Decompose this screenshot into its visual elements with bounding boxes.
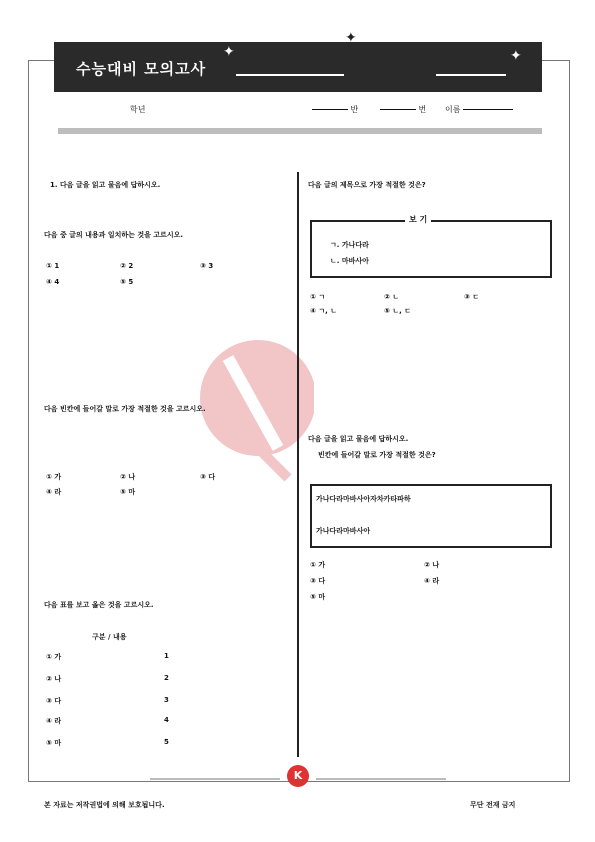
question-1-stem: 다음 중 글의 내용과 일치하는 것을 고르시오.	[44, 231, 183, 239]
q5-option-3[interactable]: ③ 다	[310, 577, 326, 585]
question-5-stem: 다음 글을 읽고 물음에 답하시오.	[308, 435, 409, 443]
class-field[interactable]: 반	[312, 104, 358, 115]
grade-label: 학년	[130, 105, 146, 114]
q3-row-4-label[interactable]: ④ 라	[46, 717, 62, 725]
q4-example-title: 보 기	[405, 214, 431, 225]
column-divider	[297, 172, 299, 757]
name-field[interactable]: 이름	[445, 104, 513, 115]
q2-option-5[interactable]: ⑤ 마	[120, 488, 136, 496]
page-title: 수능대비 모의고사	[76, 60, 207, 78]
q1-option-2[interactable]: ② 2	[120, 262, 134, 270]
star-icon: ✦	[345, 30, 357, 46]
q3-row-1-value: 1	[164, 652, 169, 660]
q3-row-5-value: 5	[164, 738, 169, 746]
q4-option-4[interactable]: ④ ㄱ, ㄴ	[310, 307, 337, 315]
q3-row-4-value: 4	[164, 716, 169, 724]
q1-option-5[interactable]: ⑤ 5	[120, 278, 134, 286]
q4-option-3[interactable]: ③ ㄷ	[464, 293, 480, 301]
q2-option-4[interactable]: ④ 라	[46, 488, 62, 496]
q2-option-2[interactable]: ② 나	[120, 473, 136, 481]
q3-row-3-value: 3	[164, 696, 169, 704]
star-icon: ✦	[223, 44, 235, 60]
q4-option-2[interactable]: ② ㄴ	[384, 293, 400, 301]
q3-table-header: 구분 / 내용	[92, 633, 127, 641]
q4-example-line-2: ㄴ. 마바사아	[330, 257, 369, 265]
q3-row-2-label[interactable]: ② 나	[46, 675, 62, 683]
q5-option-1[interactable]: ① 가	[310, 561, 326, 569]
footer-rule	[316, 778, 446, 780]
q2-option-1[interactable]: ① 가	[46, 473, 62, 481]
q5-option-5[interactable]: ⑤ 마	[310, 593, 326, 601]
question-1-intro: 1. 다음 글을 읽고 물음에 답하시오.	[50, 181, 161, 189]
question-4-stem: 다음 글의 제목으로 가장 적절한 것은?	[308, 181, 426, 189]
q1-option-4[interactable]: ④ 4	[46, 278, 60, 286]
header-rule	[436, 74, 506, 76]
footer-logo-icon: K	[287, 765, 309, 787]
q3-row-1-label[interactable]: ① 가	[46, 653, 62, 661]
question-3-stem: 다음 표를 보고 옳은 것을 고르시오.	[44, 601, 154, 609]
q5-option-4[interactable]: ④ 라	[424, 577, 440, 585]
footer-rule	[150, 778, 280, 780]
footer-copyright: 본 자료는 저작권법에 의해 보호됩니다.	[44, 801, 165, 809]
q1-option-1[interactable]: ① 1	[46, 262, 60, 270]
q3-row-3-label[interactable]: ③ 다	[46, 697, 62, 705]
q3-row-5-label[interactable]: ⑤ 마	[46, 739, 62, 747]
header-divider	[58, 128, 542, 134]
star-icon: ✦	[510, 48, 522, 64]
q1-option-3[interactable]: ③ 3	[200, 262, 214, 270]
q5-passage-line-1: 가나다라마바사아자차카타파하	[316, 495, 411, 503]
q3-row-2-value: 2	[164, 674, 169, 682]
q2-option-3[interactable]: ③ 다	[200, 473, 216, 481]
number-field[interactable]: 번	[380, 104, 426, 115]
header-rule	[236, 74, 344, 76]
question-2-stem: 다음 빈칸에 들어갈 말로 가장 적절한 것을 고르시오.	[44, 405, 206, 413]
footer-notice: 무단 전재 금지	[470, 801, 516, 809]
q4-option-1[interactable]: ① ㄱ	[310, 293, 326, 301]
q4-example-line-1: ㄱ. 가나다라	[330, 241, 369, 249]
q5-passage-line-2: 가나다라마바사아	[316, 527, 371, 535]
q4-option-5[interactable]: ⑤ ㄴ, ㄷ	[384, 307, 411, 315]
question-5-sub: 빈칸에 들어갈 말로 가장 적절한 것은?	[318, 451, 436, 459]
q5-option-2[interactable]: ② 나	[424, 561, 440, 569]
